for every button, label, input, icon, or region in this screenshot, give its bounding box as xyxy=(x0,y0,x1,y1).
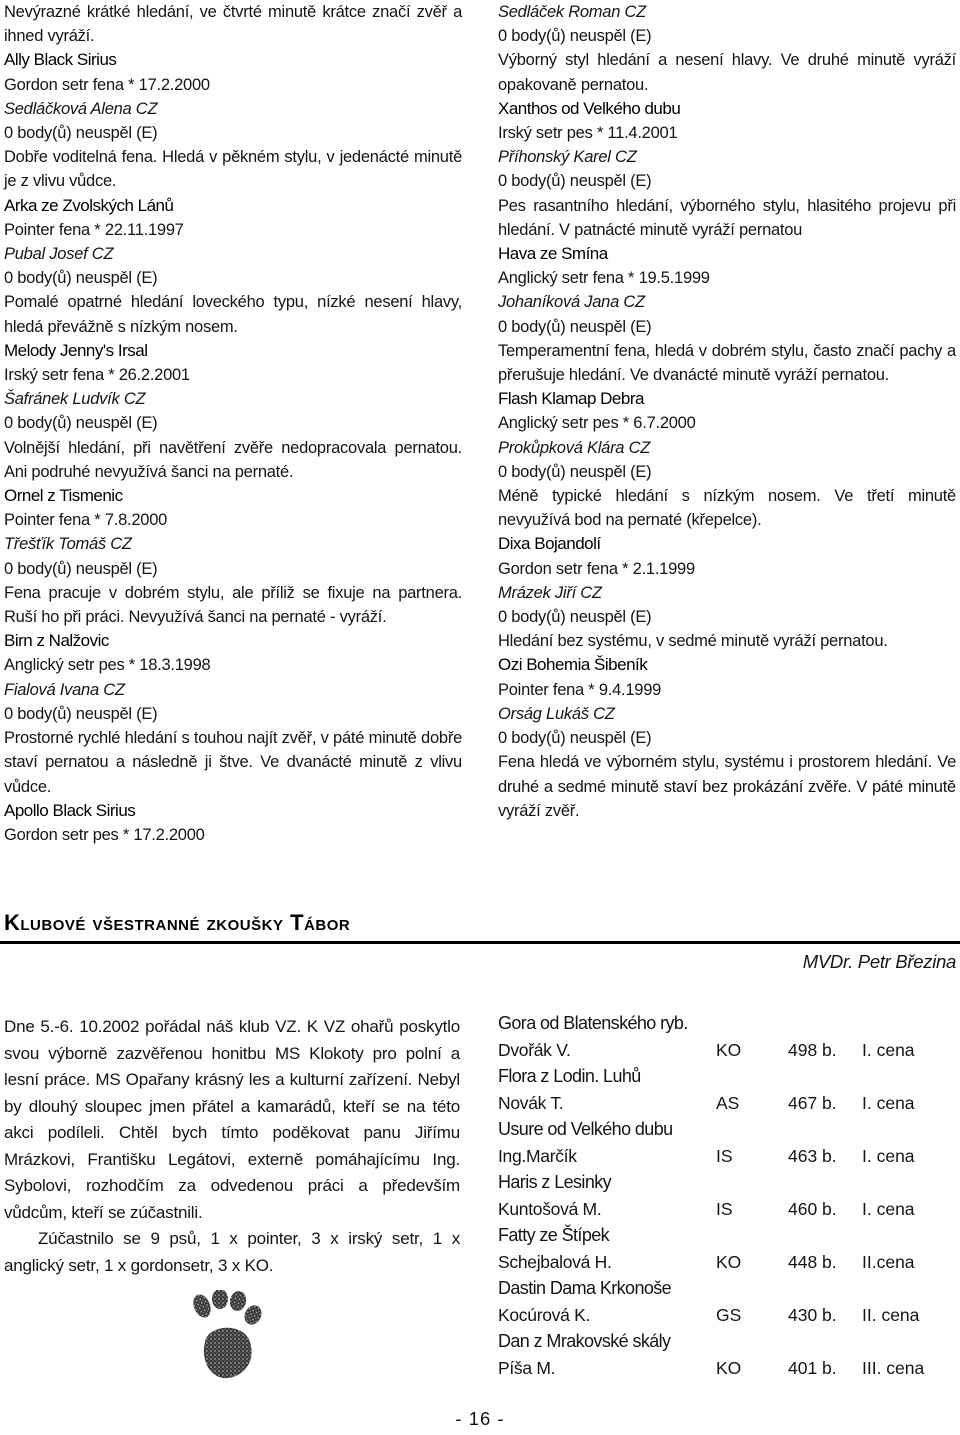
result-row xyxy=(498,1278,956,1331)
dog-entry xyxy=(4,48,462,193)
points: 430 b. xyxy=(788,1305,837,1325)
dog-name: Gora od Blatenského ryb. xyxy=(498,1013,688,1033)
dog-name: Dan z Mrakovské skály xyxy=(498,1331,671,1351)
result-row xyxy=(498,1066,956,1119)
comment-text: Fena pracuje v dobrém stylu, ale příliž se fixuje na partnera. Ruší ho při práci. Nevyužívá šanci na pernaté - vyráží. xyxy=(4,583,462,627)
dog-name: Dastin Dama Krkonoše xyxy=(498,1278,672,1298)
result-row xyxy=(498,1225,956,1278)
dog-name: Flash Klamap Debra xyxy=(498,389,644,409)
comment-text: Volnější hledání, při navětření zvěře nedopracovala pernatou. Ani podruhé nevyužívá šanci na pernaté. xyxy=(4,438,462,481)
breed-line: Anglický setr pes * 6.7.2000 xyxy=(498,414,696,433)
result-line: 0 body(ů) neuspěl (E) xyxy=(498,608,652,627)
dog-name: Birn z Nalžovic xyxy=(4,631,109,651)
handler-name: Novák T. xyxy=(498,1093,564,1113)
dog-entry xyxy=(4,194,462,339)
result-line: 0 body(ů) neuspěl (E) xyxy=(4,704,158,723)
breed-code: KO xyxy=(716,1040,742,1060)
result-line: 0 body(ů) neuspěl (E) xyxy=(4,269,158,288)
owner-name: Orság Lukáš CZ xyxy=(498,704,615,723)
result-line: 0 body(ů) neuspěl (E) xyxy=(4,124,158,143)
comment-text: Temperamentní fena, hledá v dobrém stylu, často značí pachy a přerušuje hledání. Ve dvanácté minutě vyráží pernatou. xyxy=(498,341,956,385)
owner-name: Sedláček Roman CZ xyxy=(498,3,646,21)
breed-line: Pointer fena * 7.8.2000 xyxy=(4,511,168,530)
breed-code: KO xyxy=(716,1252,742,1272)
result-line: 0 body(ů) neuspěl (E) xyxy=(4,414,158,433)
dog-entry xyxy=(4,484,462,629)
dog-entry xyxy=(4,799,462,847)
dog-name: Ozi Bohemia Šibeník xyxy=(498,655,648,675)
breed-line: Irský setr fena * 26.2.2001 xyxy=(4,366,190,385)
dog-entry-continued xyxy=(498,0,956,97)
points: 467 b. xyxy=(788,1093,837,1113)
comment-text: Méně typické hledání s nízkým nosem. Ve třetí minutě nevyužívá bod na pernaté (křepelce). xyxy=(498,487,956,530)
dog-entry xyxy=(498,532,956,653)
dog-name: Arka ze Zvolských Lánů xyxy=(4,195,174,215)
intro-fragment: Nevýrazné krátké hledání, ve čtvrté minutě krátce značí zvěř a ihned vyráží. xyxy=(4,3,462,46)
dog-name: Dixa Bojandolí xyxy=(498,534,601,554)
result-row xyxy=(498,1119,956,1172)
owner-name: Třešťík Tomáš CZ xyxy=(4,535,132,554)
breed-line: Anglický setr fena * 19.5.1999 xyxy=(498,269,710,288)
dog-name: Melody Jenny's Irsal xyxy=(4,340,148,360)
result-line: 0 body(ů) neuspěl (E) xyxy=(498,27,652,46)
prize: I. cena xyxy=(862,1093,915,1113)
prize: III. cena xyxy=(862,1358,925,1378)
comment-text: Pomalé opatrné hledání loveckého typu, nízké nesení hlavy, hledá převážně s nízkým nosem. xyxy=(4,293,462,336)
dog-entry xyxy=(4,339,462,484)
owner-name: Příhonský Karel CZ xyxy=(498,148,637,167)
comment-text: Dobře voditelná fena. Hledá v pěkném stylu, v jedenácté minutě je z vlivu vůdce. xyxy=(4,148,462,191)
owner-name: Fialová Ivana CZ xyxy=(4,680,125,699)
breed-line: Irský setr pes * 11.4.2001 xyxy=(498,124,678,143)
points: 448 b. xyxy=(788,1252,837,1272)
intro-paragraph: Dne 5.-6. 10.2002 pořádal náš klub VZ. K VZ ohařů poskytlo svou výborně zazvěřenou honitbu MS Klokoty pro polní a lesní práce. MS Opařany krásný les a kulturní zařízení. Nebyl by dlouhý sloupec jmen přátel a kamarádů, kteří se na této akci podíleli. Chtěl bych tímto poděkovat panu Jiřímu Mrázkovi, Františku Legátovi, externě pomáhajícímu Ing. Sybolovi, rozhodčím za odvedenou práci a především vůdcům, kteří se zúčastnili. xyxy=(4,1017,460,1222)
dog-entry xyxy=(498,653,956,822)
handler-name: Dvořák V. xyxy=(498,1040,571,1060)
result-row xyxy=(498,1331,956,1384)
result-line: 0 body(ů) neuspěl (E) xyxy=(4,559,158,578)
result-line: 0 body(ů) neuspěl (E) xyxy=(498,729,652,748)
owner-name: Johaníková Jana CZ xyxy=(498,293,645,312)
handler-name: Kocúrová K. xyxy=(498,1305,591,1325)
points: 460 b. xyxy=(788,1199,837,1219)
breed-line: Pointer fena * 22.11.1997 xyxy=(4,220,184,239)
handler-name: Schejbalová H. xyxy=(498,1252,612,1272)
section-title: Klubové všestranné zkoušky Tábor xyxy=(4,910,351,935)
dog-name: Hava ze Smína xyxy=(498,244,608,264)
dog-entry xyxy=(498,387,956,532)
breed-code: IS xyxy=(716,1146,733,1166)
owner-name: Mrázek Jiří CZ xyxy=(498,583,602,602)
result-line: 0 body(ů) neuspěl (E) xyxy=(498,172,652,191)
points: 498 b. xyxy=(788,1040,837,1060)
prize: I. cena xyxy=(862,1199,915,1219)
owner-name: Pubal Josef CZ xyxy=(4,245,114,264)
result-line: 0 body(ů) neuspěl (E) xyxy=(498,317,652,336)
comment-text: Hledání bez systému, v sedmé minutě vyráží pernatou. xyxy=(498,632,888,651)
dog-name: Haris z Lesinky xyxy=(498,1172,612,1192)
breed-line: Pointer fena * 9.4.1999 xyxy=(498,680,662,699)
handler-name: Kuntošová M. xyxy=(498,1199,602,1219)
result-row xyxy=(498,1013,956,1066)
comment-text: Výborný styl hledání a nesení hlavy. Ve druhé minutě vyráží opakovaně pernatou. xyxy=(498,51,956,94)
article-author: MVDr. Petr Březina xyxy=(802,951,956,972)
breed-line: Gordon setr pes * 17.2.2000 xyxy=(4,825,205,844)
breed-code: AS xyxy=(716,1093,740,1113)
dog-name: Ally Black Sirius xyxy=(4,50,117,70)
page-number: - 16 - xyxy=(455,1408,505,1429)
prize: I. cena xyxy=(862,1146,915,1166)
prize: I. cena xyxy=(862,1040,915,1060)
breed-code: IS xyxy=(716,1199,733,1219)
comment-text: Pes rasantního hledání, výborného stylu, hlasitého projevu při hledání. V patnácté minutě vyráží pernatou xyxy=(498,196,956,239)
points: 401 b. xyxy=(788,1358,837,1378)
result-row xyxy=(498,1172,956,1225)
points: 463 b. xyxy=(788,1146,837,1166)
owner-name: Sedláčková Alena CZ xyxy=(4,99,158,118)
results-list xyxy=(498,1013,956,1384)
paw-print-icon xyxy=(190,1290,265,1382)
dog-name: Ornel z Tismenic xyxy=(4,486,123,506)
dog-name: Apollo Black Sirius xyxy=(4,800,136,820)
dog-entry xyxy=(4,629,462,798)
prize: II.cena xyxy=(862,1252,915,1272)
breed-line: Gordon setr fena * 17.2.2000 xyxy=(4,75,210,94)
breed-code: KO xyxy=(716,1358,742,1378)
breed-line: Gordon setr fena * 2.1.1999 xyxy=(498,559,695,578)
dog-name: Usure od Velkého dubu xyxy=(498,1119,673,1139)
dog-entry xyxy=(498,97,956,242)
result-line: 0 body(ů) neuspěl (E) xyxy=(498,462,652,481)
breed-line: Anglický setr pes * 18.3.1998 xyxy=(4,656,211,675)
owner-name: Šafránek Ludvík CZ xyxy=(4,390,146,409)
dog-entry xyxy=(498,242,956,387)
handler-name: Píša M. xyxy=(498,1358,556,1378)
dog-name: Flora z Lodin. Luhů xyxy=(498,1066,641,1086)
title-divider xyxy=(0,941,960,944)
left-column xyxy=(4,0,462,847)
prize: II. cena xyxy=(862,1305,920,1325)
comment-text: Fena hledá ve výborném stylu, systému i prostorem hledání. Ve druhé a sedmé minutě staví bez prokázání zvěře. V páté minutě vyráží zvěř. xyxy=(498,753,956,820)
participants-paragraph: Zúčastnilo se 9 psů, 1 x pointer, 3 x irský setr, 1 x anglický setr, 1 x gordonsetr, 3 x KO. xyxy=(4,1229,460,1275)
right-column xyxy=(498,0,956,823)
comment-text: Prostorné rychlé hledání s touhou najít zvěř, v páté minutě dobře staví pernatou a následně ji štve. Ve dvanácté minutě z vlivu vůdce. xyxy=(4,729,462,796)
handler-name: Ing.Marčík xyxy=(498,1146,577,1166)
article-intro xyxy=(4,1014,460,1279)
dog-name: Xanthos od Velkého dubu xyxy=(498,98,681,118)
breed-code: GS xyxy=(716,1305,742,1325)
dog-name: Fatty ze Štípek xyxy=(498,1225,610,1245)
owner-name: Prokůpková Klára CZ xyxy=(498,438,651,457)
